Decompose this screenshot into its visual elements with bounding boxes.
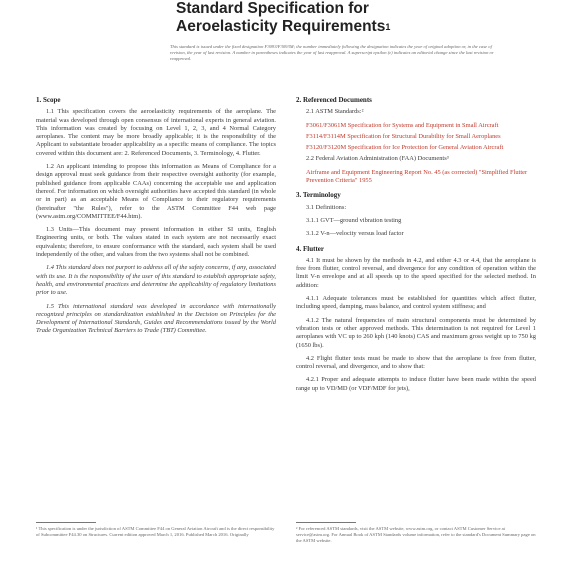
definitions-label: 3.1 Definitions:: [306, 203, 347, 211]
reference-f3114: F3114/F3114M Specification for Structural Durability for Small Aeroplanes: [306, 132, 501, 140]
reference-f3120-link[interactable]: F3120/F3120M: [306, 144, 347, 152]
title-line-2: Aeroelasticity Requirements: [176, 18, 386, 35]
document-title: [176, 0, 506, 36]
flutter-paragraph-4-1-1: 4.1.1 Adequate tolerances must be established for quantities which affect flutter, including speed, damping, mass balance, and control system stiffness; and: [296, 295, 536, 311]
reference-f3061-link[interactable]: F3061/F3061M: [306, 121, 347, 129]
footnote-right: ² For referenced ASTM standards, visit the ASTM website, www.astm.org, or contact ASTM Customer Service at service@astm.org. For Annual Book of ASTM Standards volume information, refer to the standard's Document Summary page on the ASTM website.: [296, 526, 536, 543]
right-column: [296, 96, 536, 398]
reference-f3120: F3120/F3120M Specification for Ice Protection for General Aviation Aircraft: [306, 144, 504, 152]
scope-paragraph-1-4: 1.4 This standard does not purport to address all of the safety concerns, if any, associated with its use. It is the responsibility of the user of this standard to establish appropriate safety, health, and environmental practices and determine the applicability of regulatory limitations prior to use.: [36, 264, 276, 297]
reference-f3114-link[interactable]: F3114/F3114M: [306, 132, 346, 140]
faa-documents-label: 2.2 Federal Aviation Administration (FAA) Documents³: [306, 155, 449, 163]
referenced-documents-heading: 2. Referenced Documents: [296, 96, 372, 104]
terminology-heading: 3. Terminology: [296, 191, 341, 200]
scope-paragraph-1-2: 1.2 An applicant intending to propose this information as Means of Compliance for a design approval must seek guidance from their respective oversight authority (for example, published guidance from applicable CAAs) concerning the acceptable use and application thereof. For information on which oversight authorities have accepted this standard (in whole or in part) as an acceptable Means of Compliance to their regulatory requirements (hereinafter "the Rules"), refer to the ASTM Committee F44 web page (www.astm.org/COMMITTEE/F44.htm).: [36, 163, 276, 220]
title-footnote-mark: 1: [385, 22, 391, 32]
scope-paragraph-1-5: 1.5 This international standard was developed in accordance with internationally recognized principles on standardization established in the Decision on Principles for the Development of International Standards, Guides and Recommendations issued by the World Trade Organization Technical Barriers to Trade (TBT) Committee.: [36, 302, 276, 335]
flutter-paragraph-4-2: 4.2 Flight flutter tests must be made to show that the aeroplane is free from flutter, control reversal, and divergence, and to show that:: [296, 354, 536, 371]
scope-paragraph-1-1: 1.1 This specification covers the aeroelasticity requirements of the aeroplane. The material was developed through open consensus of international experts in general aviation. This information was created by focusing on Level 1, 2, 3, and 4 Normal Category aeroplanes. The content may be more broadly applicable; it is the responsibility of the Applicant to substantiate broader applicability as a specific means of compliance. The topics covered within this document are: 2. Referenced Documents, 3. Terminology, 4. Flutter.: [36, 108, 276, 157]
footnote-divider-right: [296, 522, 356, 523]
flutter-paragraph-4-1-2: 4.1.2 The natural frequencies of main structural components must be determined by vibration tests or other approved methods. This determination is not required for Level 1 aeroplanes with VC up to 260 kph (140 knots) CAS and maximum gross weight up to 750 kg (1650 lbs).: [296, 316, 536, 349]
flutter-paragraph-4-2-1: 4.2.1 Proper and adequate attempts to induce flutter have been made within the speed range up to VD/MD (or VDF/MDF for jets),: [296, 376, 536, 392]
scope-heading: 1. Scope: [36, 96, 61, 104]
footnote-divider-left: [36, 522, 96, 523]
reference-faa-report-45[interactable]: Airframe and Equipment Engineering Report No. 45 (as corrected) "Simplified Flutter Prevention Criteria" 1955: [306, 168, 528, 185]
title-line-1: Standard Specification for: [176, 0, 369, 17]
flutter-heading: 4. Flutter: [296, 244, 324, 253]
footnote-left: ¹ This specification is under the jurisdiction of ASTM Committee F44 on General Aviation Aircraft and is the direct responsibility of Subcommittee F44.30 on Structures. Current edition approved March 1, 2016. Published March 2016. Originally: [36, 526, 275, 537]
flutter-paragraph-4-1: 4.1 It must be shown by the methods in 4.2, and either 4.3 or 4.4, that the aeroplane is free from flutter, control reversal, and divergence for any condition of operation within the limit V-n envelope and at all speeds up to the speed specified for the selected method. In addition:: [296, 256, 536, 289]
scope-paragraph-1-3: 1.3 Units—This document may present information in either SI units, English Engineering units, or both. The values stated in each system are not necessarily exact equivalents; therefore, to ensure conformance with the standard, each system shall be used independently of the other, and values from the two systems shall not be combined.: [36, 226, 276, 259]
astm-standards-label: 2.1 ASTM Standards:²: [306, 108, 364, 116]
reference-f3061: F3061/F3061M Specification for Systems and Equipment in Small Aircraft: [306, 121, 499, 129]
left-column: [36, 96, 276, 341]
designation-notice: This standard is issued under the fixed designation F3093/F3093M; the number immediately following the designation indicates the year of original adoption or, in the case of revision, the year of last revision. A number in parentheses indicates the year of last reapproval. A superscript epsilon (ε) indicates an editorial change since the last revision or reapproval.: [170, 44, 494, 61]
definition-gvt: 3.1.1 GVT—ground vibration testing: [306, 216, 402, 224]
definition-v-n: 3.1.2 V-n—velocity versus load factor: [306, 230, 404, 238]
